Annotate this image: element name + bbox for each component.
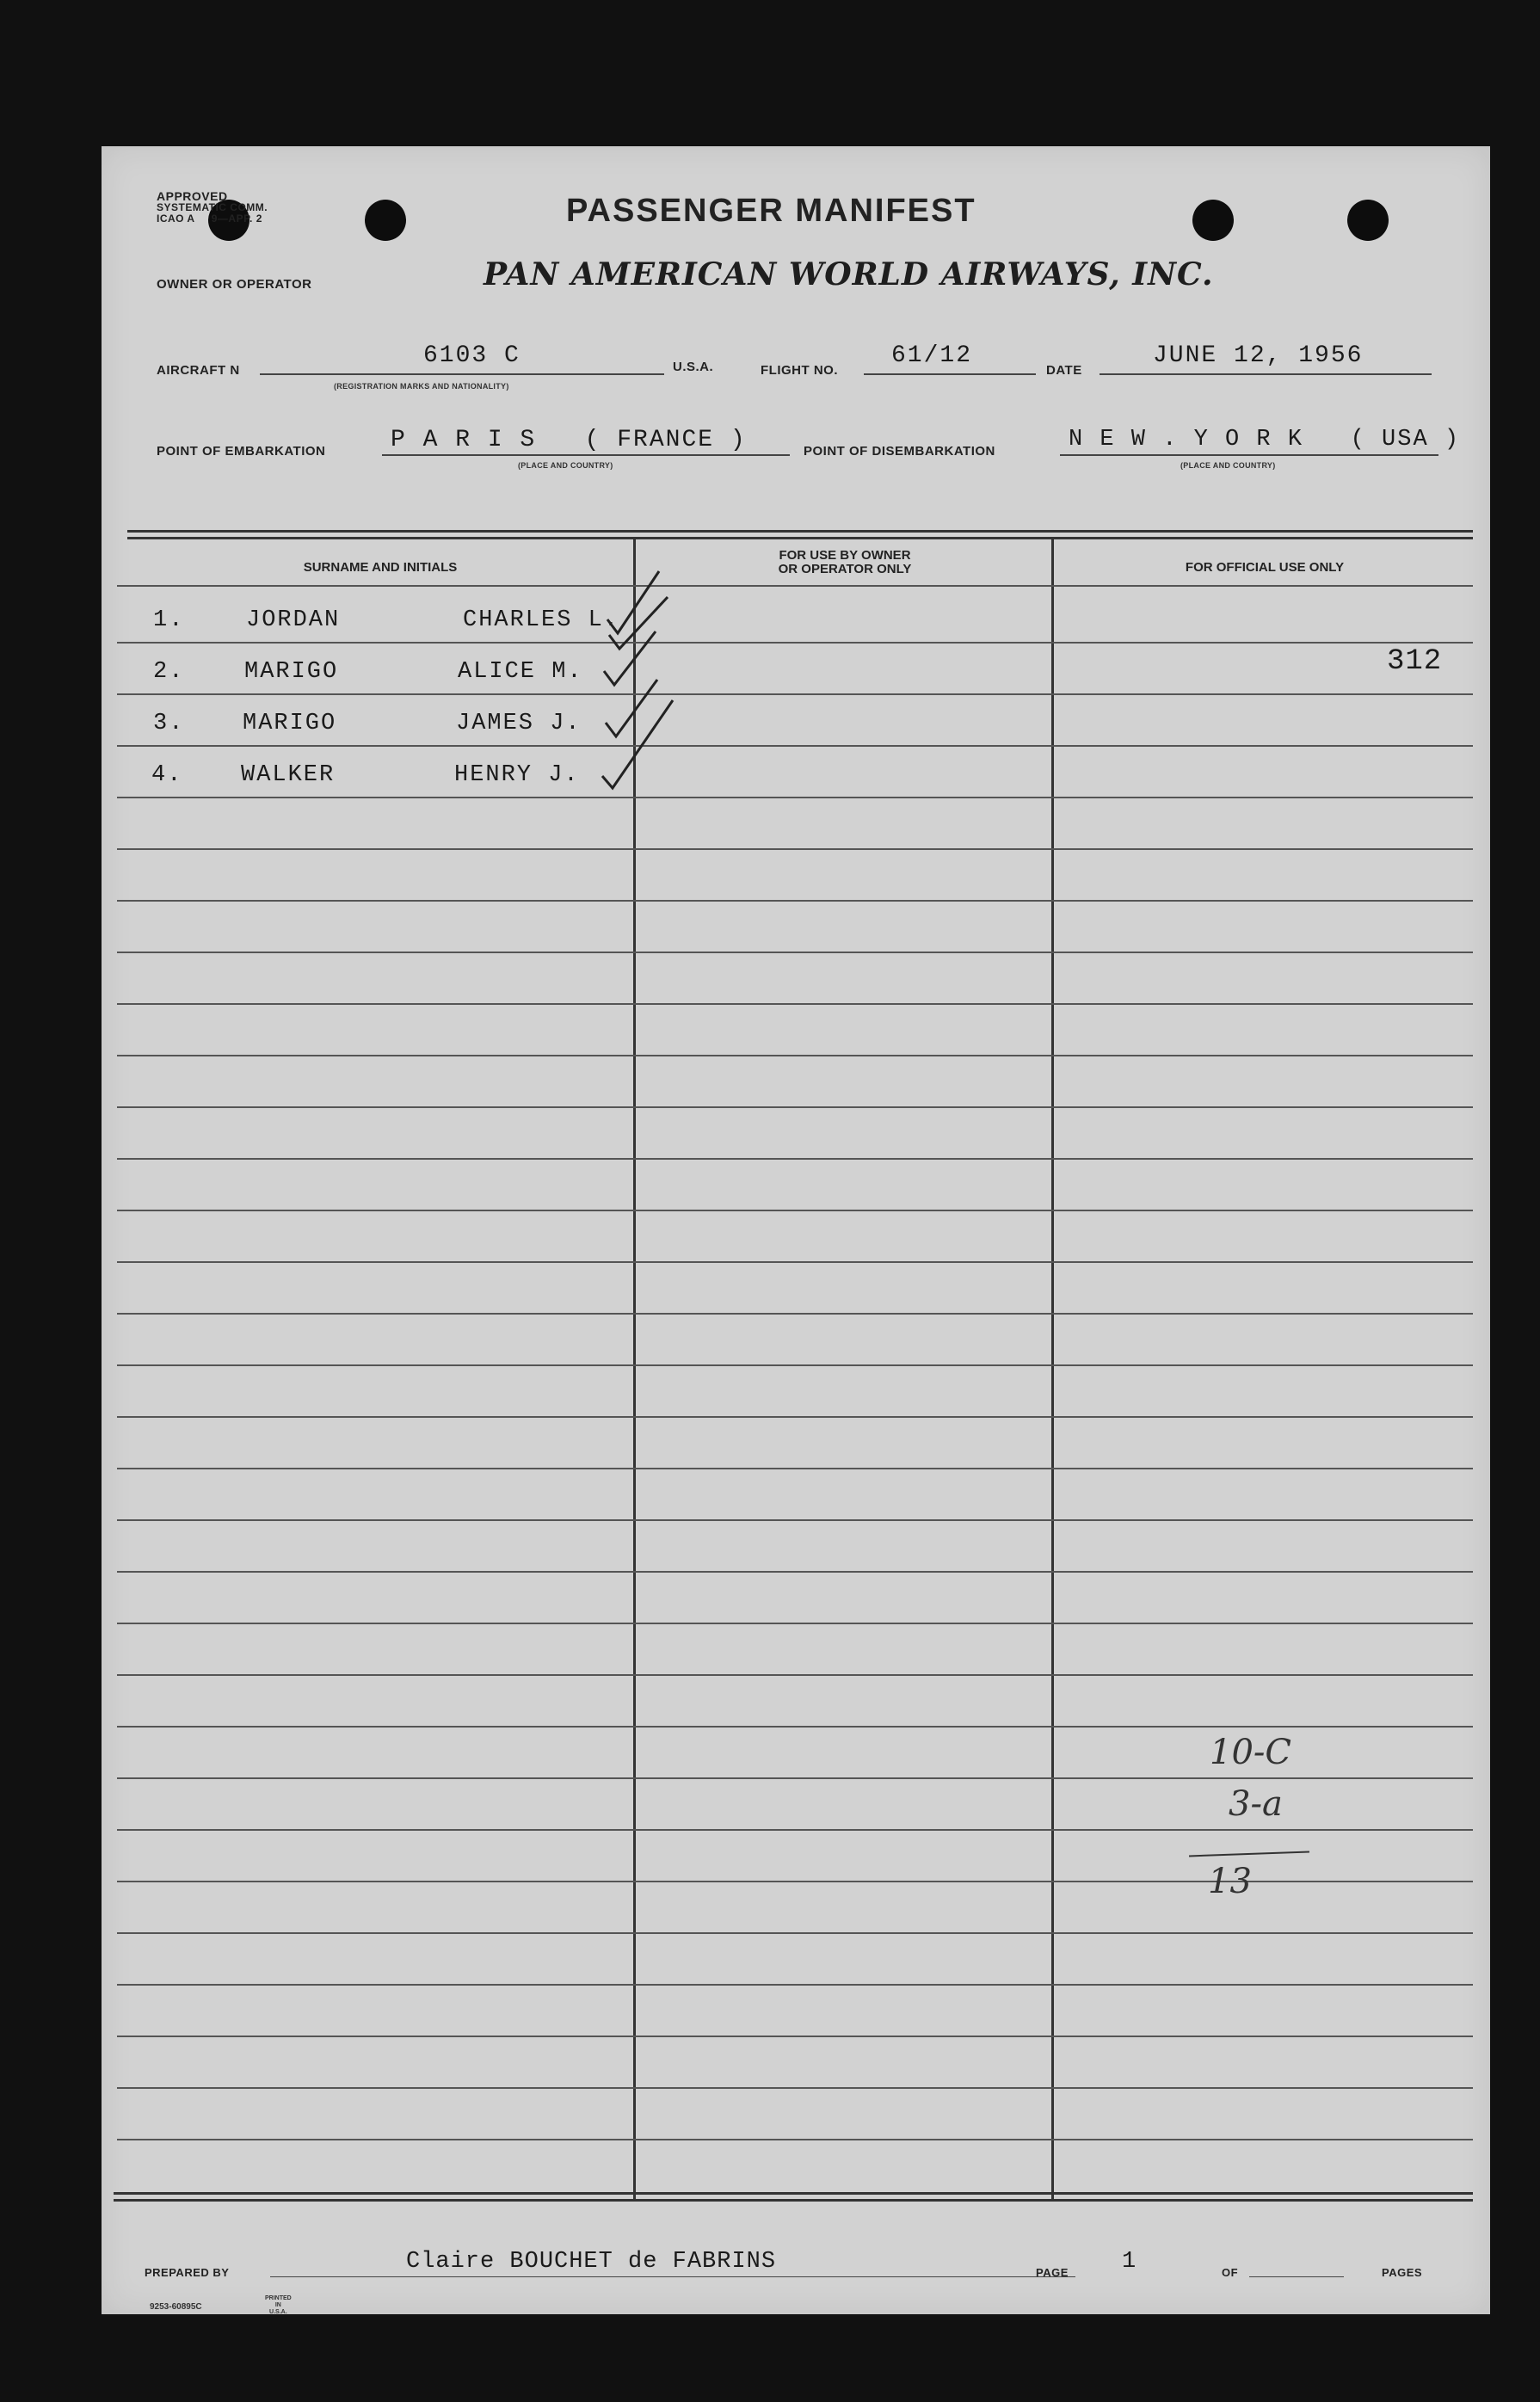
ruled-line (117, 1003, 1473, 1005)
passenger-initials: CHARLES L. (463, 607, 620, 633)
ruled-line (117, 2036, 1473, 2037)
ruled-line (117, 693, 1473, 695)
ruled-line (117, 745, 1473, 747)
column-header-official: FOR OFFICIAL USE ONLY (1185, 560, 1345, 575)
date-line (1100, 373, 1432, 375)
punch-hole (1347, 200, 1389, 241)
handwritten-tally-1: 10-C (1210, 1733, 1292, 1772)
aircraft-sublabel: (REGISTRATION MARKS AND NATIONALITY) (334, 382, 509, 391)
ruled-line (117, 642, 1473, 644)
ruled-line (117, 1106, 1473, 1108)
ruled-line (117, 1519, 1473, 1521)
printed-stamp: PRINTED IN U.S.A. (265, 2295, 292, 2315)
usa-label: U.S.A. (673, 360, 714, 374)
ruled-line (117, 1777, 1473, 1779)
embark-sublabel: (PLACE AND COUNTRY) (518, 461, 613, 470)
check-mark-icon (602, 700, 673, 788)
ruled-line (117, 1623, 1473, 1624)
ruled-line (117, 1055, 1473, 1056)
check-mark-icon (606, 680, 657, 736)
flight-label: FLIGHT NO. (761, 363, 838, 378)
embark-value: P A R I S ( FRANCE ) (391, 427, 747, 453)
official-code: 312 (1387, 645, 1443, 678)
aircraft-value: 6103 C (423, 342, 521, 369)
punch-hole (1192, 200, 1234, 241)
owner-value: PAN AMERICAN WORLD AIRWAYS, INC. (484, 256, 1214, 293)
passenger-surname: WALKER (241, 762, 336, 788)
manifest-sheet (102, 146, 1490, 2314)
flight-value: 61/12 (891, 342, 973, 369)
prepared-label: PREPARED BY (145, 2266, 230, 2279)
embark-label: POINT OF EMBARKATION (157, 444, 326, 459)
embark-line (382, 454, 790, 456)
passenger-surname: MARIGO (244, 659, 339, 685)
approved-line: ICAO A 9—APP. 2 (157, 212, 262, 225)
ruled-line (117, 1261, 1473, 1263)
handwritten-sum-line (1189, 1851, 1309, 1857)
flight-line (864, 373, 1036, 375)
ruled-line (117, 848, 1473, 850)
row-number: 3. (153, 711, 185, 736)
ruled-line (117, 1829, 1473, 1831)
date-label: DATE (1046, 363, 1082, 378)
disembark-line (1060, 454, 1438, 456)
check-marks (601, 559, 704, 817)
ruled-line (117, 1468, 1473, 1469)
check-mark-icon (607, 571, 659, 633)
prepared-line (270, 2276, 1075, 2277)
aircraft-label: AIRCRAFT N (157, 363, 240, 378)
ruled-line (117, 1158, 1473, 1160)
ruled-line (117, 1984, 1473, 1986)
punch-hole (365, 200, 406, 241)
aircraft-line (260, 373, 664, 375)
disembark-sublabel: (PLACE AND COUNTRY) (1180, 461, 1276, 470)
passenger-initials: HENRY J. (454, 762, 580, 788)
ruled-line (117, 1674, 1473, 1676)
column-header-surname: SURNAME AND INITIALS (303, 560, 458, 575)
of-line (1249, 2276, 1344, 2277)
ruled-line (117, 1364, 1473, 1366)
table-bottom-rule (114, 2199, 1473, 2202)
of-label: OF (1222, 2266, 1239, 2279)
ruled-line (117, 1416, 1473, 1418)
row-number: 1. (153, 607, 185, 633)
row-number: 2. (153, 659, 185, 685)
approved-line: APPROVED (157, 189, 228, 203)
check-mark-icon (609, 597, 668, 649)
ruled-line (117, 1571, 1473, 1573)
ruled-line (117, 1210, 1473, 1211)
disembark-value: N E W . Y O R K ( USA ) (1069, 427, 1461, 453)
passenger-surname: JORDAN (246, 607, 341, 633)
ruled-line (117, 797, 1473, 798)
ruled-line (117, 2087, 1473, 2089)
table-bottom-rule (114, 2192, 1473, 2195)
handwritten-total: 13 (1208, 1862, 1252, 1901)
form-code: 9253-60895C (150, 2302, 202, 2312)
date-value: JUNE 12, 1956 (1153, 342, 1364, 369)
handwritten-tally-2: 3-a (1229, 1784, 1283, 1824)
page-title: PASSENGER MANIFEST (566, 193, 976, 229)
ruled-line (117, 900, 1473, 902)
ruled-line (117, 1313, 1473, 1315)
page-label: PAGE (1036, 2266, 1069, 2279)
prepared-value: Claire BOUCHET de FABRINS (406, 2249, 777, 2275)
disembark-label: POINT OF DISEMBARKATION (804, 444, 995, 459)
ruled-line (117, 952, 1473, 953)
approved-line: SYSTEMATIC COMM. (157, 201, 268, 213)
ruled-line (117, 2139, 1473, 2140)
ruled-line (117, 1726, 1473, 1728)
ruled-line (117, 585, 1473, 587)
passenger-initials: JAMES J. (456, 711, 582, 736)
ruled-line (117, 1932, 1473, 1934)
pages-label: PAGES (1382, 2266, 1423, 2279)
table-top-rule (127, 530, 1473, 533)
page-value: 1 (1122, 2249, 1138, 2275)
owner-label: OWNER OR OPERATOR (157, 277, 312, 292)
approved-block (157, 191, 268, 225)
table-top-rule (127, 537, 1473, 539)
row-number: 4. (151, 762, 183, 788)
passenger-initials: ALICE M. (458, 659, 583, 685)
passenger-surname: MARIGO (243, 711, 337, 736)
column-header-owner: FOR USE BY OWNER OR OPERATOR ONLY (778, 548, 912, 576)
ruled-line (117, 1881, 1473, 1882)
column-divider (1051, 539, 1054, 2199)
